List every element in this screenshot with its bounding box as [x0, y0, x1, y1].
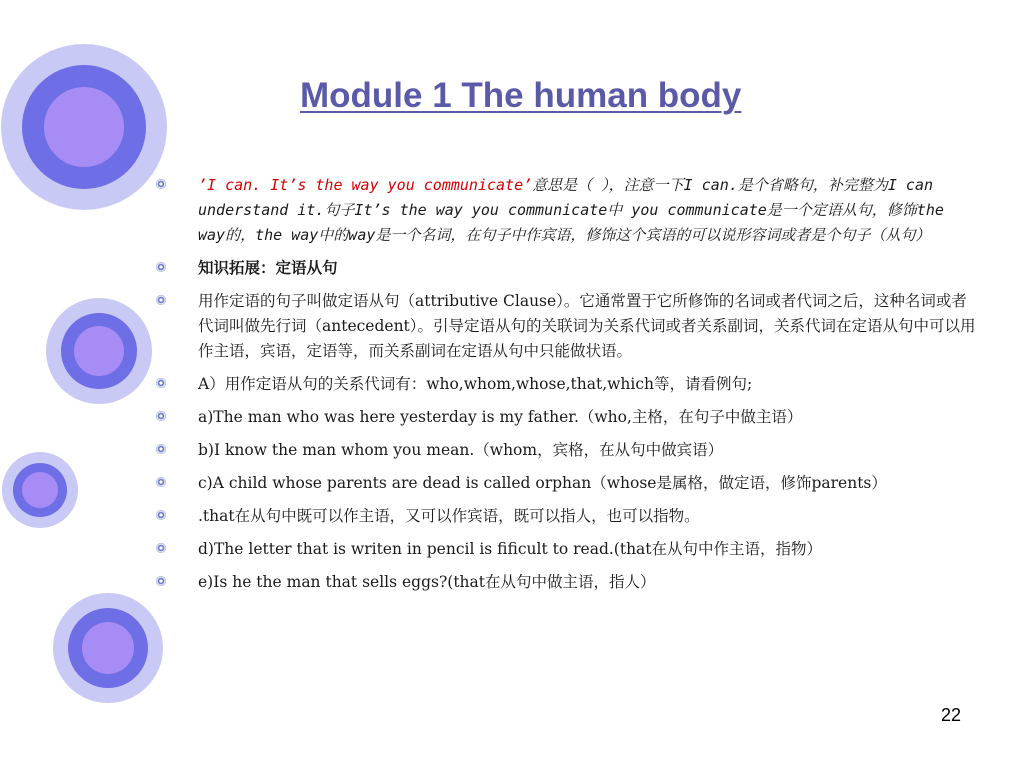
bullet-item [156, 471, 976, 496]
bullet-item [156, 256, 976, 281]
circle-decoration-4-inner [82, 622, 134, 674]
circle-decoration-1-inner [44, 87, 124, 167]
bullet-text: A）用作定语从句的关系代词有：who,whom,whose,that,which等，请看例句; [198, 375, 753, 393]
bullet-text: ’I can. It’s the way you communicate’ [198, 176, 533, 194]
bullet-item [156, 537, 976, 562]
snowflake-bullet-icon [156, 378, 166, 388]
snowflake-bullet-icon [156, 411, 166, 421]
bullet-item [156, 289, 976, 364]
snowflake-bullet-icon [156, 262, 166, 272]
page-number: 22 [940, 705, 961, 725]
bullet-list [156, 173, 976, 603]
snowflake-bullet-icon [156, 510, 166, 520]
bullet-item [156, 405, 976, 430]
snowflake-bullet-icon [156, 543, 166, 553]
snowflake-bullet-icon [156, 444, 166, 454]
circle-decoration-2-inner [74, 326, 124, 376]
circle-decoration-3-inner [22, 472, 58, 508]
bullet-item [156, 570, 976, 595]
bullet-text: 意思是（ ），注意一下I can.是个省略句，补完整为I can understand it.句子It’s the way you communicate中 you communicate是一个定语从句，修饰the way的，the way中的way是一个名词，在句子中作宾语，修饰这个宾语的可以说形容词或者是个句子（从句） [198, 176, 944, 244]
snowflake-bullet-icon [156, 477, 166, 487]
snowflake-bullet-icon [156, 179, 166, 189]
bullet-text: c)A child whose parents are dead is called orphan（whose是属格，做定语，修饰parents） [198, 474, 887, 492]
bullet-item [156, 173, 976, 248]
snowflake-bullet-icon [156, 576, 166, 586]
bullet-text: a)The man who was here yesterday is my father.（who,主格，在句子中做主语） [198, 408, 803, 426]
bullet-text: d)The letter that is writen in pencil is fificult to read.(that在从句中作主语，指物） [198, 540, 823, 558]
bullet-text: e)Is he the man that sells eggs?(that在从句中做主语，指人） [198, 573, 656, 591]
slide-title: Module 1 The human body [300, 76, 742, 115]
bullet-text: b)I know the man whom you mean.（whom，宾格，在从句中做宾语） [198, 441, 724, 459]
bullet-item [156, 372, 976, 397]
bullet-item [156, 504, 976, 529]
snowflake-bullet-icon [156, 295, 166, 305]
bullet-text: 知识拓展：定语从句 [198, 259, 338, 277]
bullet-item [156, 438, 976, 463]
bullet-text: 用作定语的句子叫做定语从句（attributive Clause）。它通常置于它所修饰的名词或者代词之后，这种名词或者代词叫做先行词（antecedent）。引导定语从句的关联词为关系代词或者关系副词，关系代词在定语从句中可以用作主语，宾语，定语等，而关系副词在定语从句中只能做状语。 [198, 292, 976, 360]
bullet-text: .that在从句中既可以作主语，又可以作宾语，既可以指人，也可以指物。 [198, 507, 700, 525]
